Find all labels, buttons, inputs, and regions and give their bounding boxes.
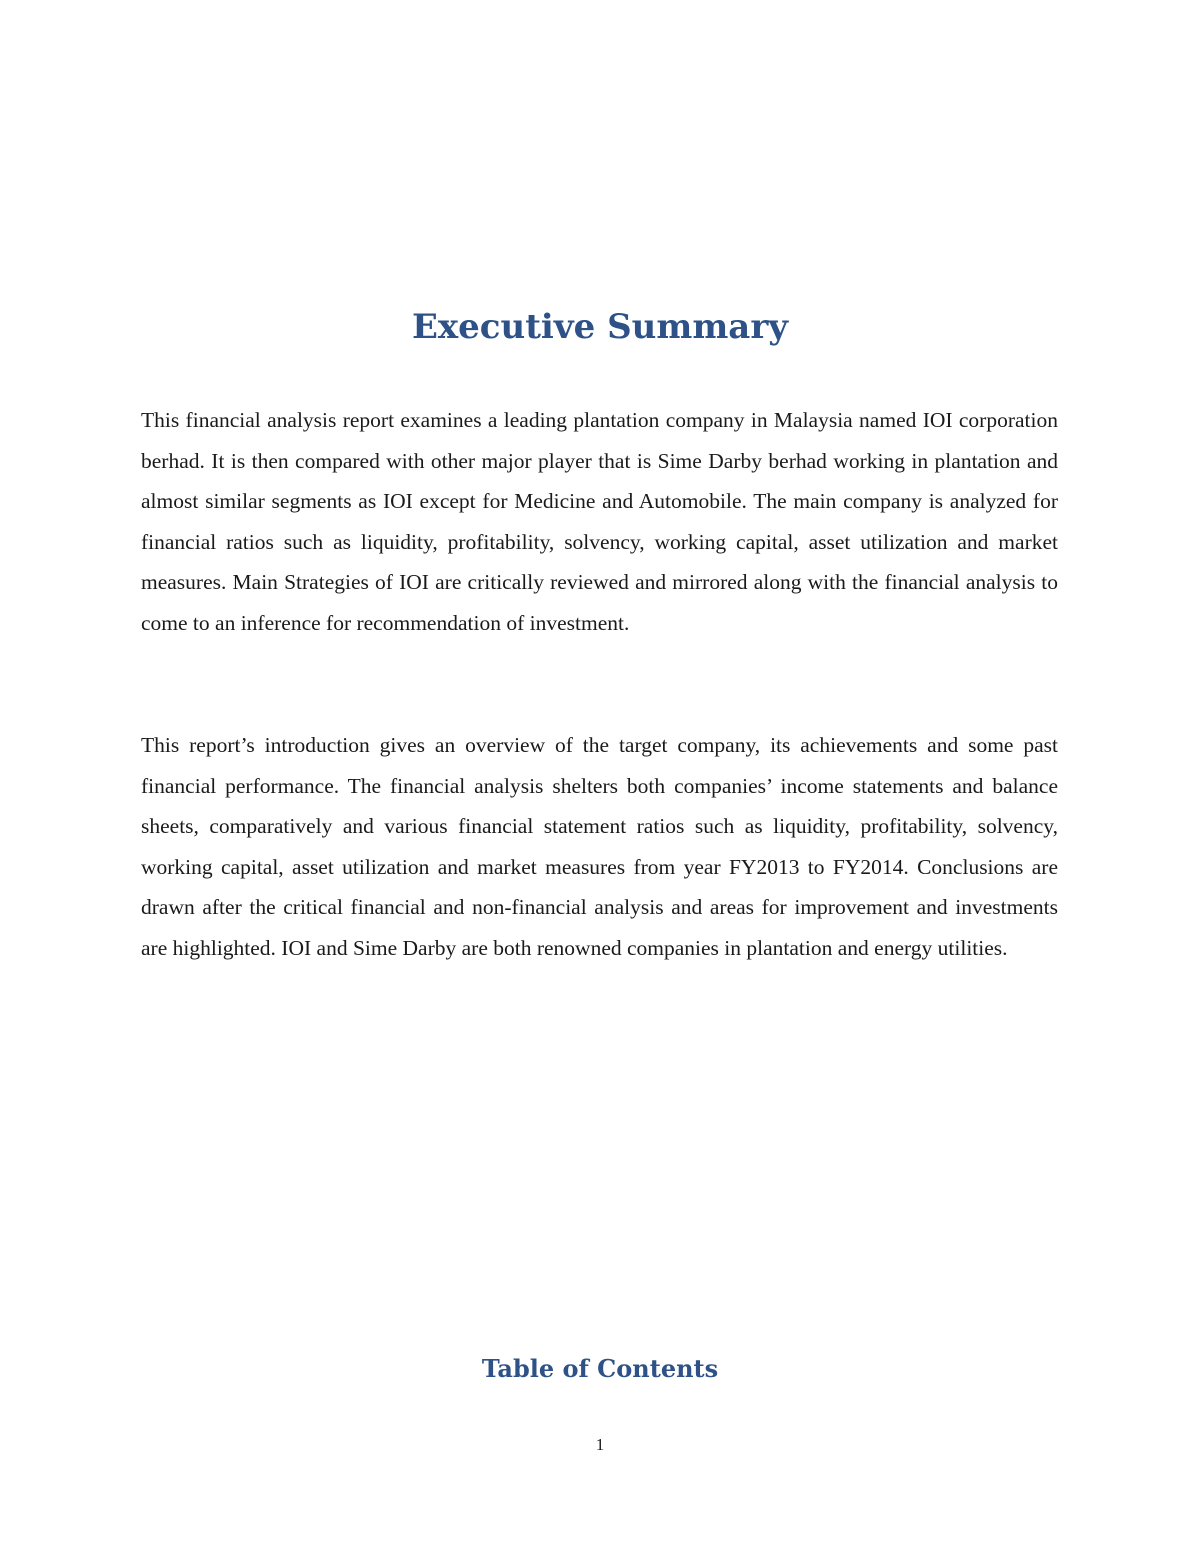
summary-paragraph-2: This report’s introduction gives an overview of the target company, its achievements and some past financial performance. The financial analysis shelters both companies’ income statements and balance sheets, comparatively and various financial statement ratios such as liquidity, profitability, solvency, working capital, asset utilization and market measures from year FY2013 to FY2014. Conclusions are drawn after the critical financial and non-financial analysis and areas for improvement and investments are highlighted. IOI and Sime Darby are both renowned companies in plantation and energy utilities. (141, 733, 1058, 960)
page-title: Executive Summary (411, 307, 788, 347)
summary-paragraph-1: This financial analysis report examines a leading plantation company in Malaysia named IOI corporation berhad. It is then compared with other major player that is Sime Darby berhad working in plantation and almost similar segments as IOI except for Medicine and Automobile. The main company is analyzed for financial ratios such as liquidity, profitability, solvency, working capital, asset utilization and market measures. Main Strategies of IOI are critically reviewed and mirrored along with the financial analysis to come to an inference for recommendation of investment. (141, 408, 1058, 635)
toc-heading: Table of Contents (481, 1354, 719, 1383)
page-number: 1 (595, 1435, 605, 1454)
